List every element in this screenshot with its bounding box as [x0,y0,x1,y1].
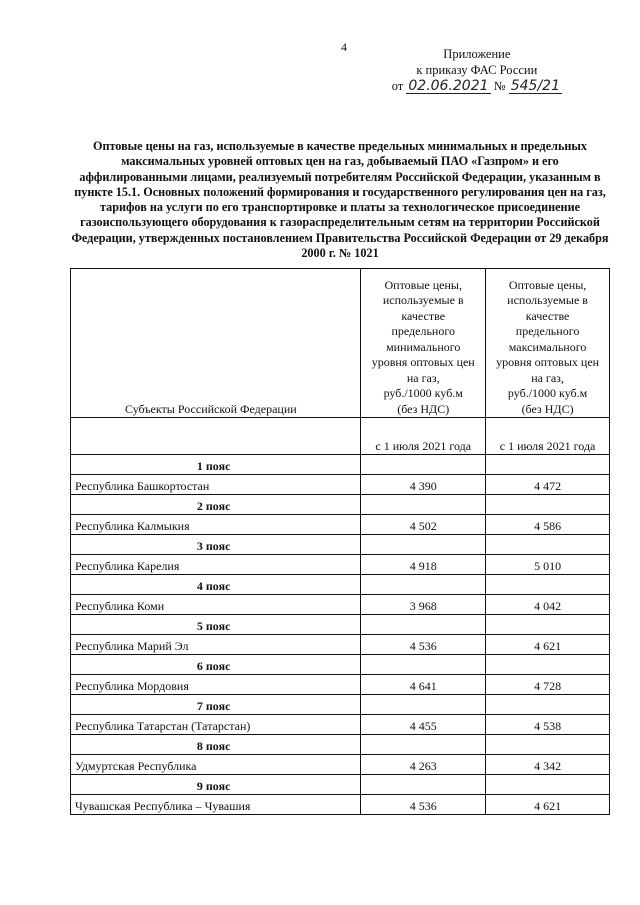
min-price: 3 968 [361,595,486,615]
header-line: руб./1000 куб.м [383,386,463,400]
zone-label: 4 пояс [71,575,361,595]
zone-empty-cell [486,735,610,755]
zone-row [71,495,610,515]
region-name: Республика Марий Эл [71,635,361,655]
min-price: 4 536 [361,635,486,655]
max-price: 4 342 [486,755,610,775]
region-name: Республика Карелия [71,555,361,575]
max-price: 4 621 [486,795,610,815]
header-line: на газ, [531,370,564,385]
header-line: минимального [386,339,461,354]
header-max-price [486,269,610,418]
max-price: 4 538 [486,715,610,735]
document-title: Оптовые цены на газ, используемые в качестве предельных минимальных и предельных максимальных уровней оптовых цен на газ, добываемый ПАО «Газпром» и его аффилированными лицами, реализуемый потребителям Российской Федерации, указанным в пункте 15.1. Основных положений формирования и государственного регулирования цен на газ, тарифов на услуги по его транспортировке и платы за технологическое присоединение газоиспользующего оборудования к газораспределительным сетям на территории Российской Федерации, утвержденных постановлением Правительства Российской Федерации от 29 декабря 2000 г. № 1021 [71,139,609,261]
region-name: Чувашская Республика – Чувашия [71,795,361,815]
region-name: Удмуртская Республика [71,755,361,775]
zone-row [71,735,610,755]
header-line: Оптовые цены, [508,277,587,292]
zone-empty-cell [361,735,486,755]
header-line: руб./1000 куб.м [507,386,588,400]
table-row [71,715,610,735]
appendix-title: Приложение [443,47,511,61]
order-number: 545/21 [510,78,560,94]
zone-label: 8 пояс [71,735,361,755]
number-label: № [493,79,506,93]
zone-empty-cell [361,495,486,515]
zone-row [71,535,610,555]
max-price: 4 042 [486,595,610,615]
table-row [71,675,610,695]
zone-label: 2 пояс [71,495,361,515]
header-line: качестве [401,308,446,323]
table-row [71,515,610,535]
max-price: 4 472 [486,475,610,495]
appendix-order: к приказу ФАС России [416,63,538,77]
header-line: уровня оптовых цен [371,355,475,369]
zone-row [71,775,610,795]
zone-empty-cell [361,455,486,475]
table-row [71,595,610,615]
region-name: Республика Башкортостан [71,475,361,495]
table-row [71,475,610,495]
zone-row [71,615,610,635]
region-name: Республика Татарстан (Татарстан) [71,715,361,735]
zone-label: 7 пояс [71,695,361,715]
appendix-header [392,46,562,94]
zone-empty-cell [486,455,610,475]
zone-label: 1 пояс [71,455,361,475]
zone-row [71,455,610,475]
table-row [71,795,610,815]
order-date-line [392,78,562,94]
min-price: 4 641 [361,675,486,695]
header-line: используемые в [382,293,464,307]
zone-empty-cell [361,575,486,595]
header-min-price [361,269,486,418]
date-max: с 1 июля 2021 года [486,418,610,455]
zone-row [71,695,610,715]
header-line: (без НДС) [521,401,574,416]
zone-empty-cell [361,775,486,795]
region-name: Республика Калмыкия [71,515,361,535]
table-row [71,635,610,655]
min-price: 4 390 [361,475,486,495]
date-min: с 1 июля 2021 года [361,418,486,455]
zone-empty-cell [486,495,610,515]
zone-empty-cell [361,695,486,715]
zone-label: 6 пояс [71,655,361,675]
min-price: 4 455 [361,715,486,735]
zone-label: 9 пояс [71,775,361,795]
max-price: 5 010 [486,555,610,575]
zone-empty-cell [486,775,610,795]
order-date: 02.06.2021 [408,78,489,94]
header-line: Оптовые цены, [384,277,462,292]
region-name: Республика Мордовия [71,675,361,695]
header-line: используемые в [507,293,588,307]
header-line: качестве [525,308,570,323]
table-header-row [71,269,610,418]
region-name: Республика Коми [71,595,361,615]
table-row [71,755,610,775]
header-line: (без НДС) [397,401,450,416]
header-region: Субъекты Российской Федерации [71,269,361,418]
header-line: максимального [508,339,587,354]
zone-row [71,575,610,595]
zone-empty-cell [486,695,610,715]
header-line: предельного [391,324,455,338]
max-price: 4 621 [486,635,610,655]
header-line: уровня оптовых цен [496,355,600,369]
max-price: 4 728 [486,675,610,695]
min-price: 4 536 [361,795,486,815]
page-number: 4 [341,40,347,54]
zone-empty-cell [486,575,610,595]
date-row [71,418,610,455]
price-table [70,268,610,815]
zone-empty-cell [361,615,486,635]
min-price: 4 263 [361,755,486,775]
table-row [71,555,610,575]
date-empty-cell [71,418,361,455]
max-price: 4 586 [486,515,610,535]
zone-empty-cell [361,535,486,555]
header-line: на газ, [406,370,440,385]
from-label: от [391,79,404,93]
zone-empty-cell [486,615,610,635]
zone-empty-cell [486,655,610,675]
zone-label: 5 пояс [71,615,361,635]
min-price: 4 502 [361,515,486,535]
header-line: предельного [515,324,580,338]
zone-empty-cell [486,535,610,555]
zone-empty-cell [361,655,486,675]
zone-label: 3 пояс [71,535,361,555]
min-price: 4 918 [361,555,486,575]
zone-row [71,655,610,675]
